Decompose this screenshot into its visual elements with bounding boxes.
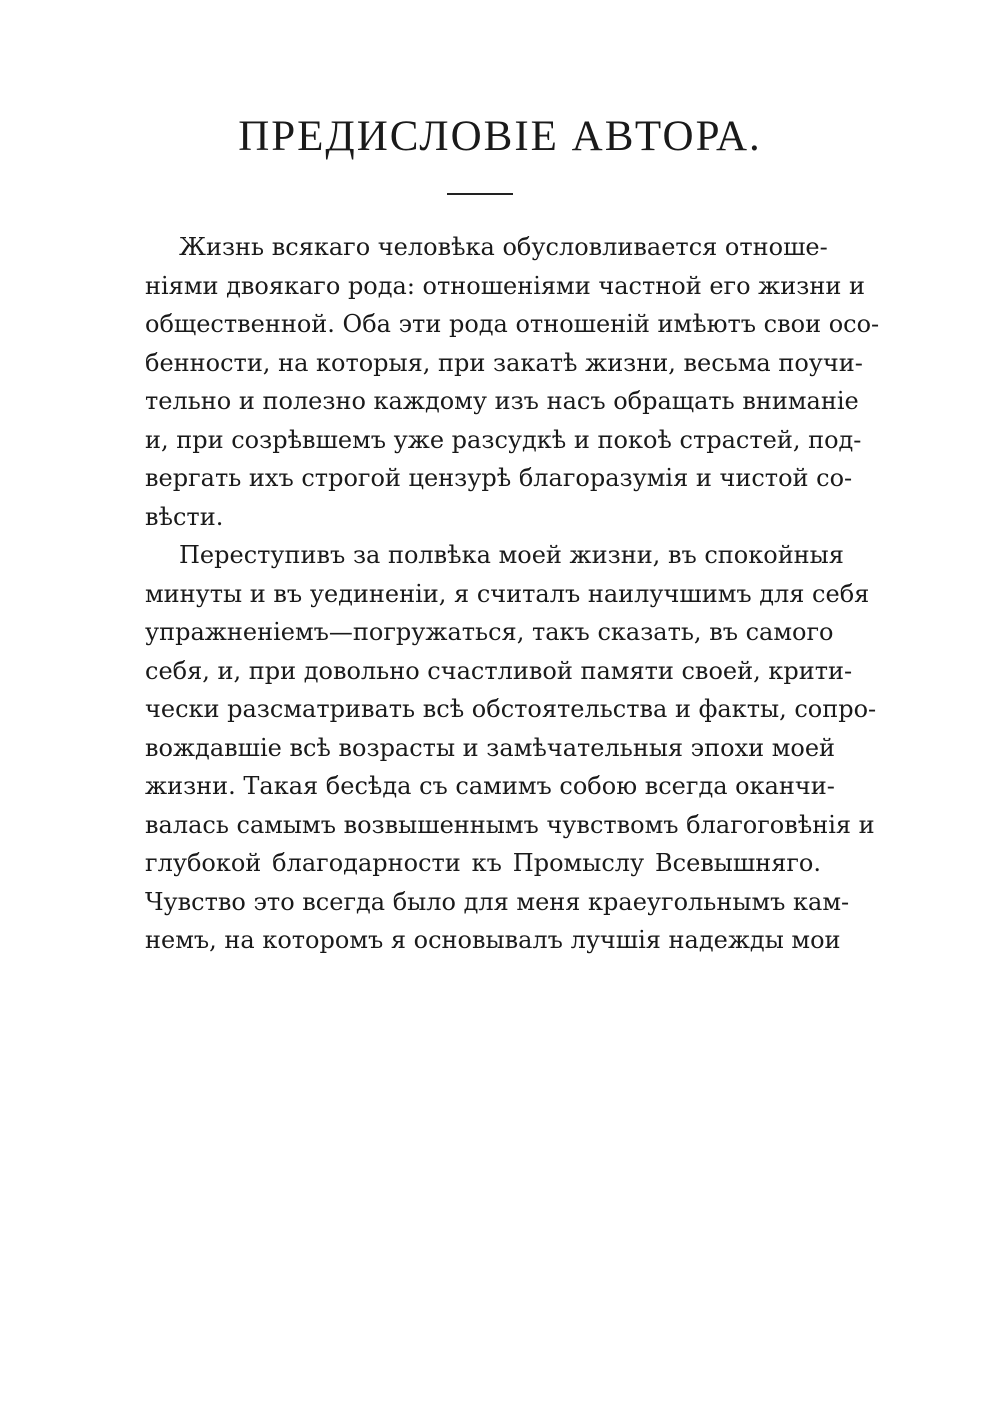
text-line: немъ, на которомъ я основывалъ лучшія надежды мои xyxy=(145,926,841,954)
text-line: жизни. Такая бесѣда съ самимъ собою всегда оканчи- xyxy=(145,772,835,800)
text-line: Чувство это всегда было для меня краеугольнымъ кам- xyxy=(145,887,850,916)
page-title: ПРЕДИСЛОВІЕ АВТОРА. xyxy=(238,113,762,160)
text-line: бенности, на которыя, при закатѣ жизни, весьма поучи- xyxy=(145,348,863,377)
paragraph-1 xyxy=(145,228,880,536)
text-line: ніями двоякаго рода: отношеніями частной его жизни и xyxy=(145,271,865,300)
text-line: валась самымъ возвышеннымъ чувствомъ благоговѣнія и xyxy=(145,810,875,839)
text-line: тельно и полезно каждому изъ насъ обращать вниманіе xyxy=(145,387,859,415)
text-line: вергать ихъ строгой цензурѣ благоразумія и чистой со- xyxy=(145,464,853,492)
text-line: вождавшіе всѣ возрасты и замѣчательныя эпохи моей xyxy=(145,733,836,762)
text-line: глубокой благодарности къ Промыслу Всевышняго. xyxy=(145,849,821,877)
text-line: минуты и въ уединеніи, я считалъ наилучшимъ для себя xyxy=(145,579,870,608)
text-line: вѣсти. xyxy=(145,502,224,531)
title-divider xyxy=(447,193,513,195)
text-line: и, при созрѣвшемъ уже разсудкѣ и покоѣ страстей, под- xyxy=(145,425,862,454)
text-line: общественной. Оба эти рода отношеній имѣютъ свои осо- xyxy=(145,310,880,338)
text-line: упражненіемъ—погружаться, такъ сказать, въ самого xyxy=(145,618,834,646)
text-line: Жизнь всякаго человѣка обусловливается отноше- xyxy=(179,233,828,261)
body-text xyxy=(145,228,880,960)
paragraph-2 xyxy=(145,536,877,960)
text-line: чески разсматривать всѣ обстоятельства и факты, сопро- xyxy=(145,695,877,723)
text-line: себя, и, при довольно счастливой памяти своей, крити- xyxy=(145,656,853,685)
text-line: Переступивъ за полвѣка моей жизни, въ спокойныя xyxy=(179,541,844,569)
